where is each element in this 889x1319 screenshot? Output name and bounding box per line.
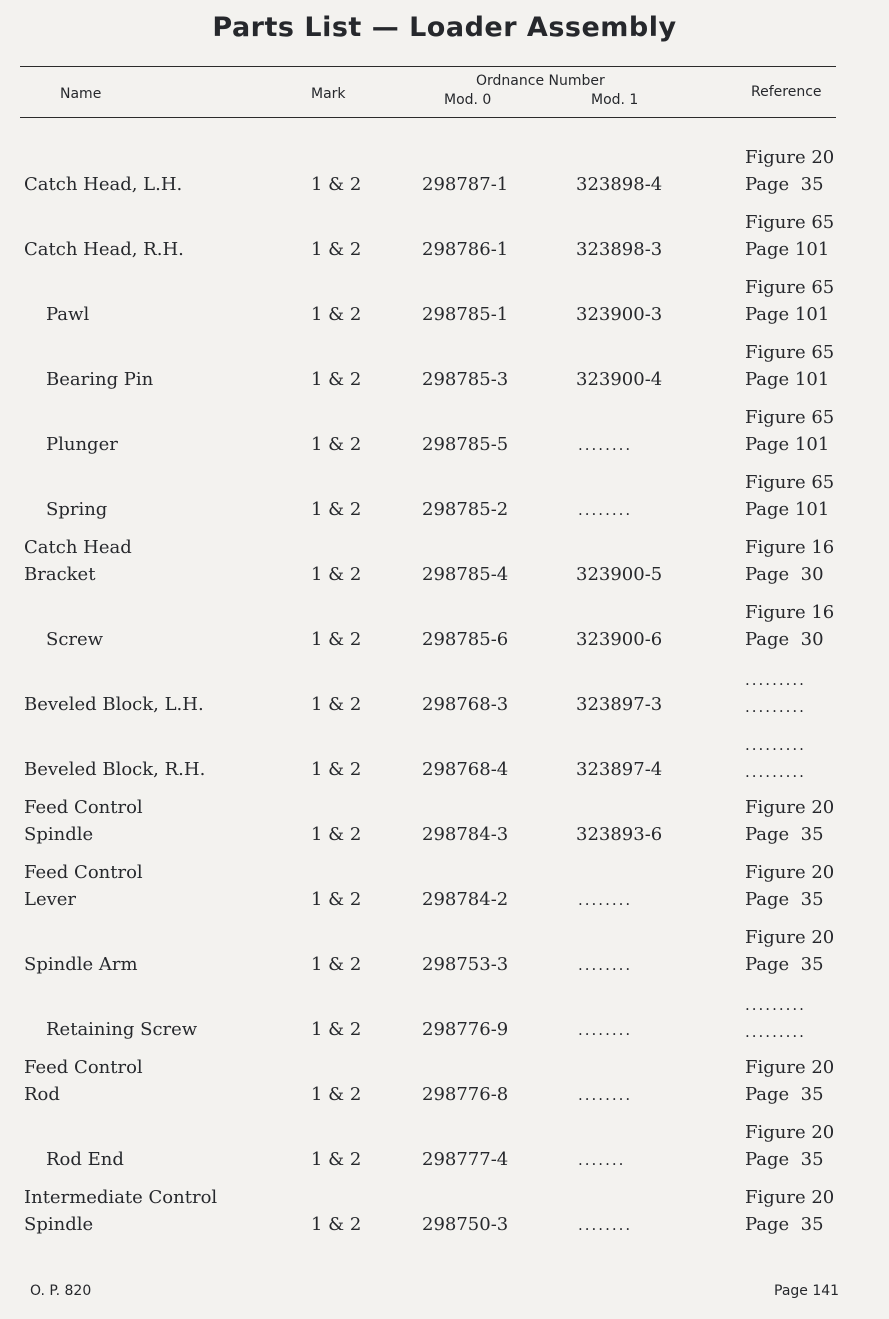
part-reference: Figure 16 bbox=[745, 602, 835, 623]
ordnance-mod0: 298785-6 bbox=[422, 629, 509, 650]
column-header-name: Name bbox=[60, 86, 102, 102]
ordnance-mod1: ........ bbox=[578, 956, 633, 974]
part-name: Beveled Block, L.H. bbox=[24, 694, 204, 715]
header-bottom-rule bbox=[20, 117, 836, 118]
part-reference: Page 35 bbox=[745, 954, 824, 975]
part-reference: Page 35 bbox=[745, 889, 824, 910]
ordnance-mod1: ........ bbox=[578, 1216, 633, 1234]
part-mark: 1 & 2 bbox=[311, 824, 362, 845]
part-reference: ......... bbox=[745, 671, 806, 689]
ordnance-mod0: 298785-5 bbox=[422, 434, 509, 455]
part-name: Bearing Pin bbox=[46, 369, 154, 390]
part-reference: Page 35 bbox=[745, 1084, 824, 1105]
ordnance-mod1: 323900-4 bbox=[576, 369, 663, 390]
part-mark: 1 & 2 bbox=[311, 369, 362, 390]
part-name: Retaining Screw bbox=[46, 1019, 198, 1040]
part-reference: ......... bbox=[745, 736, 806, 754]
ordnance-mod0: 298776-9 bbox=[422, 1019, 509, 1040]
part-reference: ......... bbox=[745, 996, 806, 1014]
ordnance-mod0: 298768-3 bbox=[422, 694, 509, 715]
part-name: Feed Control bbox=[24, 1057, 143, 1078]
part-reference: Figure 16 bbox=[745, 537, 835, 558]
ordnance-mod1: 323900-3 bbox=[576, 304, 663, 325]
part-mark: 1 & 2 bbox=[311, 304, 362, 325]
part-name: Spindle bbox=[24, 824, 94, 845]
part-mark: 1 & 2 bbox=[311, 629, 362, 650]
column-header-reference: Reference bbox=[751, 84, 822, 100]
column-header-mod1: Mod. 1 bbox=[591, 92, 639, 108]
ordnance-mod1: 323897-3 bbox=[576, 694, 663, 715]
part-reference: Page 101 bbox=[745, 434, 830, 455]
ordnance-mod0: 298785-1 bbox=[422, 304, 509, 325]
part-mark: 1 & 2 bbox=[311, 564, 362, 585]
ordnance-mod0: 298784-2 bbox=[422, 889, 509, 910]
part-mark: 1 & 2 bbox=[311, 1149, 362, 1170]
part-mark: 1 & 2 bbox=[311, 694, 362, 715]
part-name: Rod bbox=[24, 1084, 60, 1105]
part-reference: Figure 20 bbox=[745, 862, 835, 883]
ordnance-mod0: 298786-1 bbox=[422, 239, 509, 260]
part-reference: Page 101 bbox=[745, 369, 830, 390]
part-name: Screw bbox=[46, 629, 104, 650]
ordnance-mod0: 298785-2 bbox=[422, 499, 509, 520]
part-name: Plunger bbox=[46, 434, 118, 455]
part-reference: Figure 65 bbox=[745, 407, 835, 428]
ordnance-mod1: ........ bbox=[578, 1086, 633, 1104]
ordnance-mod1: ........ bbox=[578, 1021, 633, 1039]
part-name: Spring bbox=[46, 499, 108, 520]
ordnance-mod1: ........ bbox=[578, 436, 633, 454]
part-mark: 1 & 2 bbox=[311, 174, 362, 195]
part-reference: Page 101 bbox=[745, 239, 830, 260]
part-reference: Page 35 bbox=[745, 1149, 824, 1170]
part-reference: Figure 20 bbox=[745, 1122, 835, 1143]
ordnance-mod1: ....... bbox=[578, 1151, 626, 1169]
part-reference: Figure 20 bbox=[745, 147, 835, 168]
page-title: Parts List — Loader Assembly bbox=[212, 12, 677, 43]
ordnance-mod1: ........ bbox=[578, 891, 633, 909]
part-reference: Figure 20 bbox=[745, 927, 835, 948]
part-reference: Page 35 bbox=[745, 1214, 824, 1235]
part-reference: Page 101 bbox=[745, 304, 830, 325]
part-name: Lever bbox=[24, 889, 77, 910]
part-mark: 1 & 2 bbox=[311, 759, 362, 780]
part-reference: Page 35 bbox=[745, 824, 824, 845]
part-reference: Figure 65 bbox=[745, 472, 835, 493]
part-reference: Figure 65 bbox=[745, 212, 835, 233]
part-name: Bracket bbox=[24, 564, 96, 585]
part-mark: 1 & 2 bbox=[311, 954, 362, 975]
part-name: Catch Head, R.H. bbox=[24, 239, 184, 260]
part-mark: 1 & 2 bbox=[311, 1019, 362, 1040]
part-name: Spindle Arm bbox=[24, 954, 138, 975]
column-header-ordnance: Ordnance Number bbox=[476, 73, 605, 89]
column-header-mod0: Mod. 0 bbox=[444, 92, 492, 108]
column-header-mark: Mark bbox=[311, 86, 346, 102]
ordnance-mod0: 298776-8 bbox=[422, 1084, 509, 1105]
part-reference: Page 35 bbox=[745, 174, 824, 195]
ordnance-mod0: 298768-4 bbox=[422, 759, 509, 780]
ordnance-mod0: 298784-3 bbox=[422, 824, 509, 845]
ordnance-mod1: 323898-4 bbox=[576, 174, 663, 195]
part-mark: 1 & 2 bbox=[311, 499, 362, 520]
part-mark: 1 & 2 bbox=[311, 434, 362, 455]
part-reference: Page 101 bbox=[745, 499, 830, 520]
part-name: Feed Control bbox=[24, 862, 143, 883]
part-reference: Figure 65 bbox=[745, 342, 835, 363]
part-name: Feed Control bbox=[24, 797, 143, 818]
part-reference: ......... bbox=[745, 763, 806, 781]
part-reference: ......... bbox=[745, 1023, 806, 1041]
part-reference: Figure 65 bbox=[745, 277, 835, 298]
ordnance-mod1: 323893-6 bbox=[576, 824, 663, 845]
part-mark: 1 & 2 bbox=[311, 889, 362, 910]
part-reference: Figure 20 bbox=[745, 797, 835, 818]
ordnance-mod0: 298787-1 bbox=[422, 174, 509, 195]
ordnance-mod1: 323900-6 bbox=[576, 629, 663, 650]
part-name: Catch Head bbox=[24, 537, 132, 558]
part-mark: 1 & 2 bbox=[311, 1214, 362, 1235]
ordnance-mod1: 323900-5 bbox=[576, 564, 663, 585]
part-reference: Figure 20 bbox=[745, 1187, 835, 1208]
ordnance-mod1: ........ bbox=[578, 501, 633, 519]
part-name: Beveled Block, R.H. bbox=[24, 759, 206, 780]
part-name: Pawl bbox=[46, 304, 90, 325]
footer-page-number: Page 141 bbox=[774, 1283, 840, 1299]
part-reference: ......... bbox=[745, 698, 806, 716]
part-name: Spindle bbox=[24, 1214, 94, 1235]
part-reference: Page 30 bbox=[745, 564, 824, 585]
footer-document-code: O. P. 820 bbox=[30, 1283, 92, 1299]
part-mark: 1 & 2 bbox=[311, 1084, 362, 1105]
ordnance-mod1: 323898-3 bbox=[576, 239, 663, 260]
part-mark: 1 & 2 bbox=[311, 239, 362, 260]
part-reference: Figure 20 bbox=[745, 1057, 835, 1078]
ordnance-mod0: 298753-3 bbox=[422, 954, 509, 975]
part-reference: Page 30 bbox=[745, 629, 824, 650]
part-name: Rod End bbox=[46, 1149, 124, 1170]
header-top-rule bbox=[20, 66, 836, 67]
ordnance-mod0: 298777-4 bbox=[422, 1149, 509, 1170]
ordnance-mod0: 298785-4 bbox=[422, 564, 509, 585]
ordnance-mod0: 298750-3 bbox=[422, 1214, 509, 1235]
part-name: Intermediate Control bbox=[24, 1187, 218, 1208]
part-name: Catch Head, L.H. bbox=[24, 174, 183, 195]
ordnance-mod0: 298785-3 bbox=[422, 369, 509, 390]
ordnance-mod1: 323897-4 bbox=[576, 759, 663, 780]
